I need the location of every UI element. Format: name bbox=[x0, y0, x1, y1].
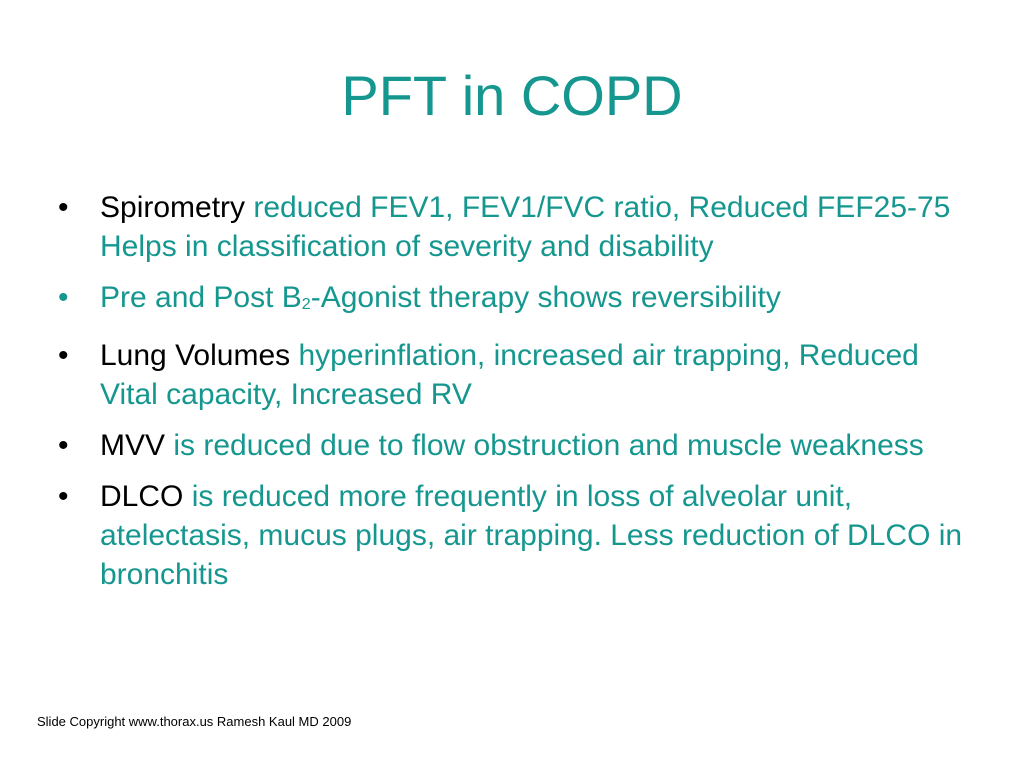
bullet-text: is reduced more frequently in loss of alveolar unit, atelectasis, mucus plugs, air trapping. Less reduction of DLCO in bronchitis bbox=[100, 480, 963, 591]
bullet-marker: • bbox=[58, 191, 69, 224]
bullet-term: Spirometry bbox=[100, 191, 246, 224]
bullet-term: MVV bbox=[100, 429, 166, 462]
bullet-lung-volumes bbox=[52, 336, 982, 414]
bullet-text-before: Pre and Post B bbox=[100, 281, 302, 314]
bullet-text: reduced FEV1, FEV1/FVC ratio, Reduced FEF25-75 Helps in classification of severity and disability bbox=[100, 191, 951, 263]
bullet-marker: • bbox=[58, 339, 69, 372]
bullet-term: Lung Volumes bbox=[100, 339, 291, 372]
bullet-marker: • bbox=[58, 480, 69, 513]
bullet-subscript: 2 bbox=[301, 296, 311, 313]
bullet-marker: • bbox=[58, 281, 69, 314]
copyright-footer: Slide Copyright www.thorax.us Ramesh Kaul MD 2009 bbox=[37, 714, 352, 729]
bullet-text-after: -Agonist therapy shows reversibility bbox=[310, 281, 781, 314]
slide-title: PFT in COPD bbox=[341, 64, 683, 127]
bullet-text: hyperinflation, increased air trapping, Reduced Vital capacity, Increased RV bbox=[100, 339, 919, 411]
bullet-text: is reduced due to flow obstruction and muscle weakness bbox=[165, 429, 924, 462]
bullet-pre-post-agonist bbox=[52, 278, 982, 324]
bullet-dlco bbox=[52, 477, 982, 594]
bullet-spirometry bbox=[52, 188, 982, 266]
bullet-marker: • bbox=[58, 429, 69, 462]
bullet-mvv bbox=[52, 426, 982, 465]
bullet-term: DLCO bbox=[100, 480, 184, 513]
bullet-list bbox=[52, 188, 982, 606]
